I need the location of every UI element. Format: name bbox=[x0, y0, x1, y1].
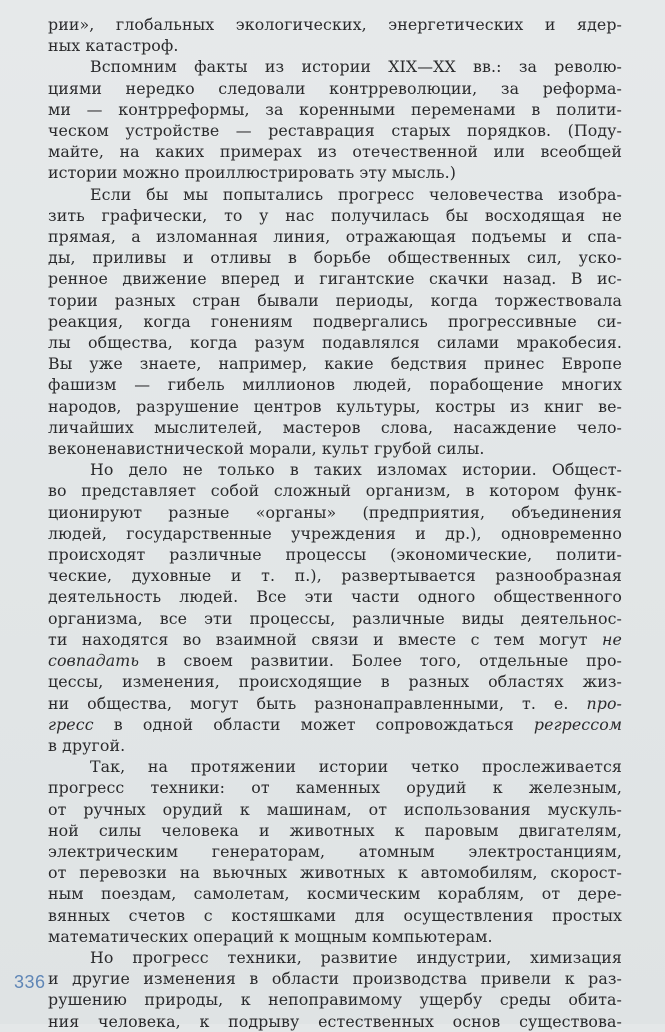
text-line: истории можно проиллюстрировать эту мысль.) bbox=[48, 163, 456, 183]
text-line: рии», глобальных экологических, энергетических и ядер- bbox=[48, 15, 622, 34]
paragraph-start-line: Так, на протяжении истории четко прослеживается bbox=[90, 757, 622, 777]
text-line: веконенавистнической морали, культ грубой силы. bbox=[48, 439, 485, 459]
page-number: 336 bbox=[14, 972, 46, 992]
body-text bbox=[48, 14, 622, 1032]
italic-term: про- bbox=[586, 693, 622, 713]
text-line: от ручных орудий к машинам, от использования мускуль- bbox=[48, 799, 622, 819]
text-line: и другие изменения в области производства привели к раз- bbox=[48, 969, 622, 989]
paragraph-start-line: Вспомним факты из истории XIX—XX вв.: за револю- bbox=[90, 57, 622, 77]
text-line: прогресс техники: от каменных орудий к железным, bbox=[48, 778, 622, 798]
text-line: майте, на каких примерах из отечественной или всеобщей bbox=[48, 142, 622, 162]
italic-term: регрессом bbox=[533, 714, 623, 734]
text-line: циями нередко следовали контрреволюции, за реформа- bbox=[48, 78, 622, 98]
text-line: математических операций к мощным компьютерам. bbox=[48, 926, 493, 946]
text-line: ды, приливы и отливы в борьбе общественных сил, уско- bbox=[48, 248, 622, 268]
text-line: во представляет собой сложный организм, в котором функ- bbox=[48, 481, 622, 501]
text-segment: ти находятся во взаимной связи и вместе с тем могут bbox=[48, 629, 588, 649]
text-segment: в своем развитии. Более того, отдельные про- bbox=[156, 651, 622, 671]
text-line: ми — контрреформы, за коренными переменами в полити- bbox=[48, 99, 622, 119]
text-line: в другой. bbox=[48, 735, 126, 755]
text-line: ной силы человека и животных к паровым двигателям, bbox=[48, 820, 622, 840]
paragraph-start-line: Но дело не только в таких изломах истории. Общест- bbox=[90, 460, 622, 480]
text-line: прямая, а изломанная линия, отражающая подъемы и спа- bbox=[48, 227, 622, 247]
text-line: личайших мыслителей, мастеров слова, насаждение чело- bbox=[48, 417, 622, 437]
text-line: рушению природы, к непоправимому ущербу среды обита- bbox=[48, 990, 622, 1010]
text-line: электрическим генераторам, атомным электростанциям, bbox=[48, 841, 622, 861]
text-line: ных катастроф. bbox=[48, 36, 179, 56]
text-line: ческом устройстве — реставрация старых порядков. (Поду- bbox=[48, 121, 622, 141]
text-line bbox=[48, 629, 622, 650]
paragraph-start-line: Но прогресс техники, развитие индустрии, химизация bbox=[90, 947, 622, 967]
text-line: ным поездам, самолетам, космическим кораблям, от дере- bbox=[48, 884, 622, 904]
italic-term: не bbox=[602, 629, 622, 649]
text-line: тории разных стран бывали периоды, когда торжествовала bbox=[48, 290, 622, 310]
text-line: ренное движение вперед и гигантские скачки назад. В ис- bbox=[48, 269, 622, 289]
text-line: ческие, духовные и т. п.), развертывается разнообразная bbox=[48, 566, 622, 586]
text-line: народов, разрушение центров культуры, костры из книг ве- bbox=[48, 396, 622, 416]
text-line: вянных счетов с костяшками для осуществления простых bbox=[48, 905, 622, 925]
text-line: от перевозки на вьючных животных к автомобилям, скорост- bbox=[48, 863, 622, 883]
text-line: происходят различные процессы (экономические, полити- bbox=[48, 545, 622, 565]
text-line: организма, все эти процессы, различные виды деятельнос- bbox=[48, 608, 622, 628]
text-line: деятельность людей. Все эти части одного общественного bbox=[48, 587, 622, 607]
text-line bbox=[48, 693, 622, 714]
text-line bbox=[48, 714, 622, 735]
italic-term: гресс bbox=[48, 714, 94, 734]
text-line: Вы уже знаете, например, какие бедствия принес Европе bbox=[48, 354, 622, 374]
text-line: зить графически, то у нас получилась бы восходящая не bbox=[48, 205, 622, 225]
text-line: фашизм — гибель миллионов людей, порабощение многих bbox=[48, 375, 622, 395]
text-line: лы общества, когда разум подавлялся силами мракобесия. bbox=[48, 333, 622, 353]
paragraph-start-line: Если бы мы попытались прогресс человечества изобра- bbox=[90, 184, 622, 204]
text-line: ционируют разные «органы» (предприятия, объединения bbox=[48, 502, 622, 522]
text-line: ния человека, к подрыву естественных основ существова- bbox=[48, 1011, 622, 1031]
text-segment: ни общества, могут быть разнонаправленными, т. е. bbox=[48, 693, 569, 713]
text-line: цессы, изменения, происходящие в разных областях жиз- bbox=[48, 672, 622, 692]
text-line bbox=[48, 650, 622, 671]
text-segment: в одной области может сопровождаться bbox=[113, 714, 514, 734]
text-line: реакция, когда гонениям подвергались прогрессивные си- bbox=[48, 311, 622, 331]
text-line: людей, государственные учреждения и др.), одновременно bbox=[48, 523, 622, 543]
italic-term: совпадать bbox=[48, 651, 140, 671]
